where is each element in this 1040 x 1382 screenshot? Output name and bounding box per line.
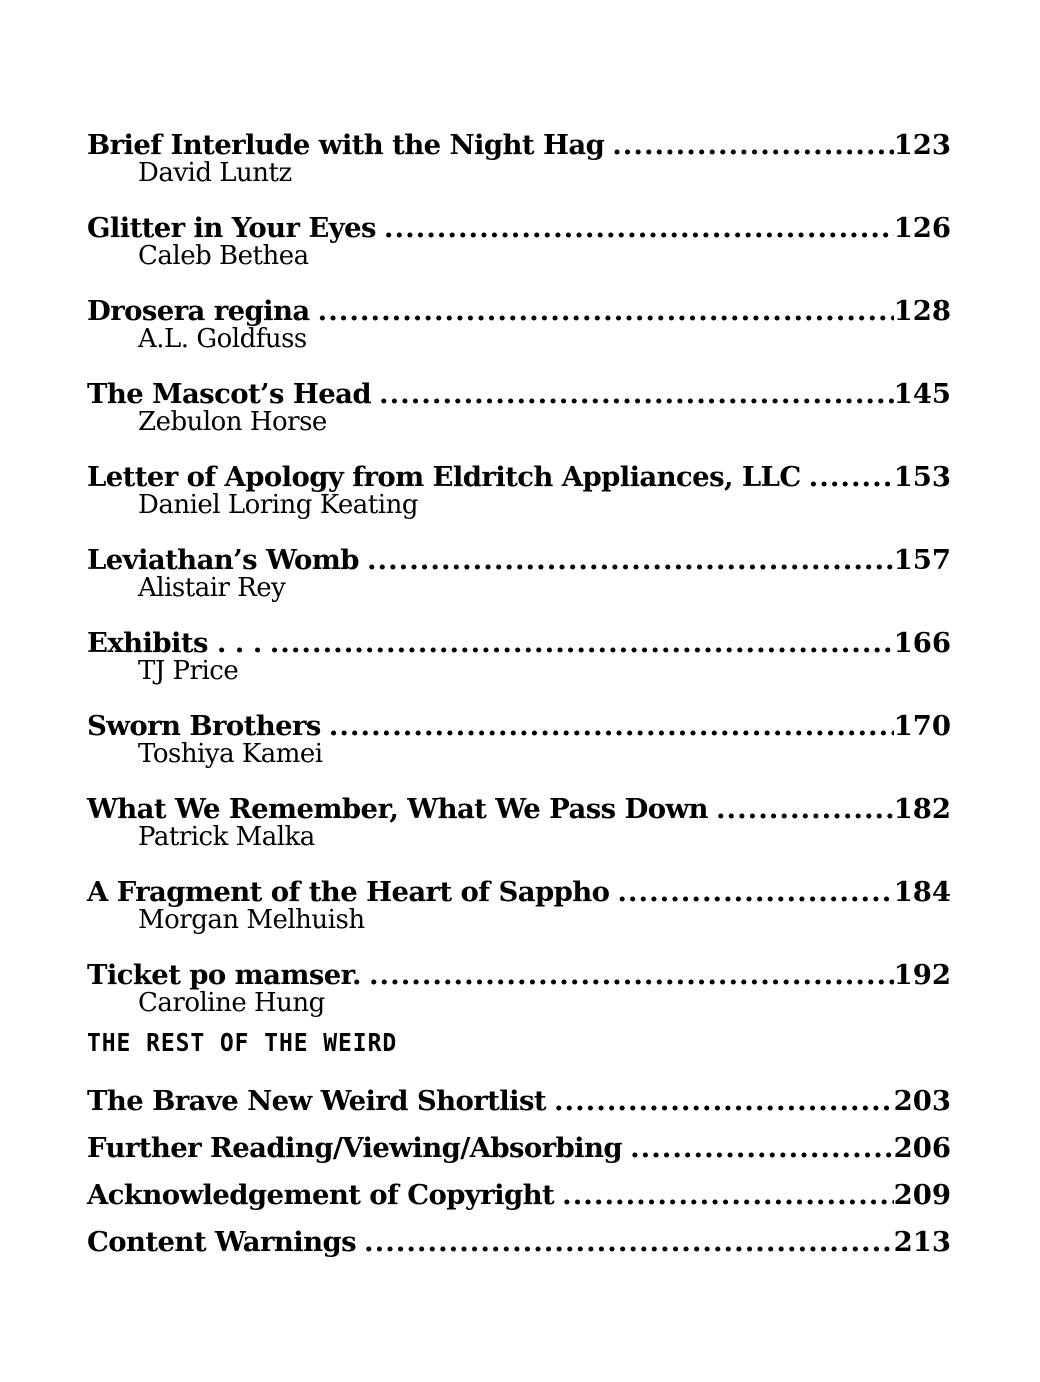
entry-title: Leviathan’s Womb	[87, 544, 359, 576]
entry-title: Sworn Brothers	[87, 710, 321, 742]
page-number: 170	[893, 710, 951, 742]
dot-leader	[384, 208, 894, 248]
entry-title: What We Remember, What We Pass Down	[87, 793, 708, 825]
dot-leader	[809, 457, 894, 497]
page-number: 166	[893, 627, 951, 659]
entry-author: David Luntz	[138, 158, 292, 188]
entry-title: Letter of Apology from Eldritch Appliances, LLC	[87, 461, 801, 493]
page-number: 209	[893, 1179, 951, 1211]
entry-author: Caroline Hung	[138, 988, 325, 1018]
entry-author: A.L. Goldfuss	[138, 324, 307, 354]
toc-entry	[87, 540, 951, 623]
entry-title: Content Warnings	[87, 1226, 357, 1258]
entry-title: Ticket po mamser.	[87, 959, 361, 991]
page-number: 153	[893, 461, 951, 493]
dot-leader	[554, 1081, 894, 1121]
toc-entry	[87, 208, 951, 291]
dot-leader	[367, 540, 894, 580]
dot-leader	[379, 374, 894, 414]
entry-title: Brief Interlude with the Night Hag	[87, 129, 605, 161]
dot-leader	[318, 291, 894, 331]
entry-author: TJ Price	[138, 656, 239, 686]
toc-entry	[87, 1128, 951, 1175]
page-number: 182	[893, 793, 951, 825]
page-number: 213	[893, 1226, 951, 1258]
toc-entry	[87, 1081, 951, 1128]
page-number: 157	[893, 544, 951, 576]
page-number: 128	[893, 295, 951, 327]
toc-entry	[87, 1175, 951, 1222]
entry-author: Caleb Bethea	[138, 241, 309, 271]
dot-leader	[716, 789, 894, 829]
page-number: 184	[893, 876, 951, 908]
toc-entry	[87, 1222, 951, 1269]
entry-title: Further Reading/Viewing/Absorbing	[87, 1132, 623, 1164]
toc-entry	[87, 374, 951, 457]
dot-leader	[329, 706, 894, 746]
toc-entry	[87, 872, 951, 955]
entry-title: Exhibits . . .	[87, 627, 262, 659]
section-heading: THE REST OF THE WEIRD	[87, 1028, 398, 1057]
entry-title: Drosera regina	[87, 295, 310, 327]
page-number: 123	[893, 129, 951, 161]
dot-leader	[617, 872, 893, 912]
dot-leader	[612, 125, 893, 165]
dot-leader	[562, 1175, 893, 1215]
dot-leader	[270, 623, 894, 663]
entry-title: A Fragment of the Heart of Sappho	[87, 876, 610, 908]
entry-title: The Brave New Weird Shortlist	[87, 1085, 546, 1117]
toc-entry	[87, 706, 951, 789]
entry-author: Zebulon Horse	[138, 407, 327, 437]
entry-title: Glitter in Your Eyes	[87, 212, 376, 244]
dot-leader	[364, 1222, 894, 1262]
entry-author: Toshiya Kamei	[138, 739, 323, 769]
entry-author: Patrick Malka	[138, 822, 315, 852]
toc-entry	[87, 125, 951, 208]
entry-title: Acknowledgement of Copyright	[87, 1179, 555, 1211]
entry-author: Daniel Loring Keating	[138, 490, 418, 520]
page-number: 206	[893, 1132, 951, 1164]
page-number: 126	[893, 212, 951, 244]
table-of-contents	[87, 125, 951, 1269]
toc-entry-line[interactable]	[87, 1222, 951, 1262]
toc-entry-line[interactable]	[87, 1175, 951, 1215]
toc-entry	[87, 457, 951, 540]
page-number: 203	[893, 1085, 951, 1117]
page-number: 192	[893, 959, 951, 991]
entry-author: Alistair Rey	[138, 573, 286, 603]
dot-leader	[369, 955, 894, 995]
toc-entry	[87, 623, 951, 706]
toc-entry	[87, 291, 951, 374]
toc-entry-line[interactable]	[87, 1081, 951, 1121]
toc-entry	[87, 789, 951, 872]
dot-leader	[630, 1128, 894, 1168]
toc-entry-line[interactable]	[87, 1128, 951, 1168]
entry-title: The Mascot’s Head	[87, 378, 372, 410]
page-number: 145	[893, 378, 951, 410]
entry-author: Morgan Melhuish	[138, 905, 365, 935]
